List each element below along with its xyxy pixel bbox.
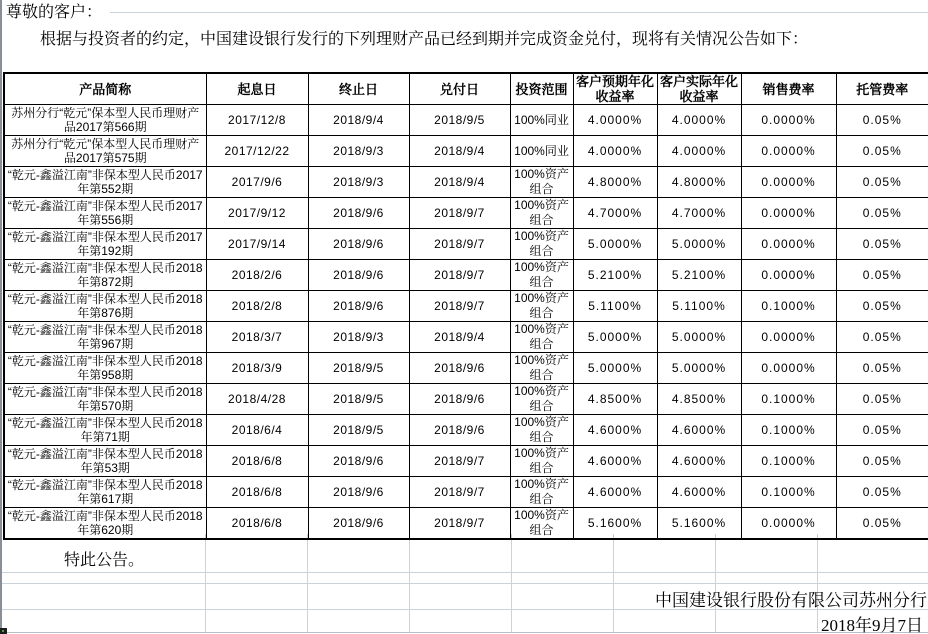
cell-product: “乾元-鑫溢江南”非保本型人民币2018年第967期 bbox=[4, 322, 206, 353]
table-row bbox=[4, 477, 928, 508]
gridline bbox=[205, 534, 206, 632]
cell-actual_rate: 4.7000% bbox=[657, 198, 741, 229]
cell-scope: 100%资产组合 bbox=[510, 229, 573, 260]
cell-actual_rate: 4.6000% bbox=[657, 415, 741, 446]
cell-scope: 100%资产组合 bbox=[510, 446, 573, 477]
table-row bbox=[4, 198, 928, 229]
salutation-line: 尊敬的客户： bbox=[6, 4, 103, 21]
cell-custody_fee: 0.05% bbox=[836, 508, 928, 540]
cell-custody_fee: 0.05% bbox=[836, 198, 928, 229]
cell-value_date: 2017/9/14 bbox=[206, 229, 308, 260]
cell-custody_fee: 0.05% bbox=[836, 229, 928, 260]
cell-custody_fee: 0.05% bbox=[836, 291, 928, 322]
issue-date: 2018年9月7日 bbox=[821, 616, 923, 634]
cell-product: “乾元-鑫溢江南”非保本型人民币2017年第556期 bbox=[4, 198, 206, 229]
gridline bbox=[110, 12, 928, 13]
issuer-signature: 中国建设银行股份有限公司苏州分行 bbox=[655, 591, 927, 610]
cell-custody_fee: 0.05% bbox=[836, 477, 928, 508]
cell-end_date: 2018/9/6 bbox=[308, 198, 409, 229]
cell-end_date: 2018/9/6 bbox=[308, 229, 409, 260]
cell-expected_rate: 4.8500% bbox=[573, 384, 657, 415]
cell-custody_fee: 0.05% bbox=[836, 105, 928, 136]
table-row bbox=[4, 291, 928, 322]
table-row bbox=[4, 415, 928, 446]
cell-expected_rate: 5.0000% bbox=[573, 229, 657, 260]
cell-payment_date: 2018/9/4 bbox=[409, 136, 510, 167]
column-header-sales_fee: 销售费率 bbox=[741, 73, 836, 105]
table-row bbox=[4, 105, 928, 136]
cell-end_date: 2018/9/6 bbox=[308, 477, 409, 508]
intro-paragraph: 根据与投资者的约定，中国建设银行发行的下列理财产品已经到期并完成资金兑付，现将有关情况公告如下： bbox=[40, 31, 809, 48]
cell-product: “乾元-鑫溢江南”非保本型人民币2018年第958期 bbox=[4, 353, 206, 384]
cell-end_date: 2018/9/5 bbox=[308, 353, 409, 384]
cell-sales_fee: 0.1000% bbox=[741, 384, 836, 415]
gridline bbox=[2, 583, 928, 584]
cell-value_date: 2018/2/8 bbox=[206, 291, 308, 322]
cell-expected_rate: 5.1100% bbox=[573, 291, 657, 322]
cell-sales_fee: 0.1000% bbox=[741, 446, 836, 477]
cell-sales_fee: 0.1000% bbox=[741, 291, 836, 322]
cell-expected_rate: 4.7000% bbox=[573, 198, 657, 229]
cell-sales_fee: 0.1000% bbox=[741, 477, 836, 508]
cell-sales_fee: 0.0000% bbox=[741, 508, 836, 540]
cell-payment_date: 2018/9/4 bbox=[409, 167, 510, 198]
gridline bbox=[817, 534, 818, 632]
cell-end_date: 2018/9/6 bbox=[308, 508, 409, 540]
cell-payment_date: 2018/9/7 bbox=[409, 198, 510, 229]
gridline bbox=[409, 534, 410, 632]
column-header-actual_rate: 客户实际年化收益率 bbox=[657, 73, 741, 105]
cell-value_date: 2017/9/6 bbox=[206, 167, 308, 198]
cell-actual_rate: 5.0000% bbox=[657, 229, 741, 260]
cell-scope: 100%资产组合 bbox=[510, 167, 573, 198]
cell-end_date: 2018/9/5 bbox=[308, 384, 409, 415]
table-row bbox=[4, 167, 928, 198]
cell-expected_rate: 4.8000% bbox=[573, 167, 657, 198]
column-header-custody_fee: 托管费率 bbox=[836, 73, 928, 105]
column-header-payment_date: 兑付日 bbox=[409, 73, 510, 105]
cell-value_date: 2018/6/8 bbox=[206, 477, 308, 508]
cell-product: “乾元-鑫溢江南”非保本型人民币2018年第570期 bbox=[4, 384, 206, 415]
cell-payment_date: 2018/9/7 bbox=[409, 508, 510, 540]
cell-product: “乾元-鑫溢江南”非保本型人民币2017年第192期 bbox=[4, 229, 206, 260]
cell-value_date: 2018/2/6 bbox=[206, 260, 308, 291]
cell-actual_rate: 5.0000% bbox=[657, 353, 741, 384]
cell-scope: 100%资产组合 bbox=[510, 322, 573, 353]
cell-sales_fee: 0.0000% bbox=[741, 167, 836, 198]
cell-product: “乾元-鑫溢江南”非保本型人民币2018年第876期 bbox=[4, 291, 206, 322]
cell-end_date: 2018/9/6 bbox=[308, 291, 409, 322]
cell-value_date: 2018/3/7 bbox=[206, 322, 308, 353]
column-header-scope: 投资范围 bbox=[510, 73, 573, 105]
cell-value_date: 2018/6/4 bbox=[206, 415, 308, 446]
cell-scope: 100%资产组合 bbox=[510, 260, 573, 291]
cell-scope: 100%资产组合 bbox=[510, 508, 573, 540]
cell-actual_rate: 4.6000% bbox=[657, 446, 741, 477]
cell-expected_rate: 4.0000% bbox=[573, 105, 657, 136]
cell-product: “乾元-鑫溢江南”非保本型人民币2018年第53期 bbox=[4, 446, 206, 477]
cell-actual_rate: 4.0000% bbox=[657, 105, 741, 136]
cell-sales_fee: 0.0000% bbox=[741, 353, 836, 384]
table-row bbox=[4, 353, 928, 384]
cell-scope: 100%资产组合 bbox=[510, 384, 573, 415]
cell-payment_date: 2018/9/7 bbox=[409, 291, 510, 322]
gridline bbox=[511, 534, 512, 632]
cell-custody_fee: 0.05% bbox=[836, 260, 928, 291]
cell-product: 苏州分行“乾元”保本型人民币理财产品2017第575期 bbox=[4, 136, 206, 167]
cell-sales_fee: 0.0000% bbox=[741, 260, 836, 291]
cell-sales_fee: 0.1000% bbox=[741, 415, 836, 446]
table-row bbox=[4, 508, 928, 540]
cell-product: “乾元-鑫溢江南”非保本型人民币2018年第71期 bbox=[4, 415, 206, 446]
cell-value_date: 2017/9/12 bbox=[206, 198, 308, 229]
cell-expected_rate: 4.6000% bbox=[573, 415, 657, 446]
cell-scope: 100%资产组合 bbox=[510, 198, 573, 229]
cell-actual_rate: 5.1600% bbox=[657, 508, 741, 540]
cell-sales_fee: 0.0000% bbox=[741, 105, 836, 136]
cell-scope: 100%同业 bbox=[510, 105, 573, 136]
cell-value_date: 2018/3/9 bbox=[206, 353, 308, 384]
cell-scope: 100%资产组合 bbox=[510, 353, 573, 384]
cell-scope: 100%资产组合 bbox=[510, 477, 573, 508]
cell-payment_date: 2018/9/7 bbox=[409, 260, 510, 291]
cell-expected_rate: 4.6000% bbox=[573, 477, 657, 508]
cell-sales_fee: 0.0000% bbox=[741, 229, 836, 260]
cell-custody_fee: 0.05% bbox=[836, 136, 928, 167]
cell-payment_date: 2018/9/7 bbox=[409, 229, 510, 260]
cell-expected_rate: 4.0000% bbox=[573, 136, 657, 167]
sheet-left-edge bbox=[0, 0, 2, 634]
table-row bbox=[4, 446, 928, 477]
cell-end_date: 2018/9/3 bbox=[308, 136, 409, 167]
cell-custody_fee: 0.05% bbox=[836, 353, 928, 384]
cell-payment_date: 2018/9/7 bbox=[409, 446, 510, 477]
cell-expected_rate: 5.0000% bbox=[573, 322, 657, 353]
cell-payment_date: 2018/9/6 bbox=[409, 353, 510, 384]
gridline bbox=[2, 632, 928, 633]
cell-payment_date: 2018/9/7 bbox=[409, 477, 510, 508]
table-row bbox=[4, 322, 928, 353]
products-table bbox=[3, 72, 928, 540]
cell-custody_fee: 0.05% bbox=[836, 415, 928, 446]
cell-value_date: 2017/12/8 bbox=[206, 105, 308, 136]
cell-product: “乾元-鑫溢江南”非保本型人民币2017年第552期 bbox=[4, 167, 206, 198]
cell-custody_fee: 0.05% bbox=[836, 322, 928, 353]
cell-scope: 100%资产组合 bbox=[510, 291, 573, 322]
cell-actual_rate: 5.1100% bbox=[657, 291, 741, 322]
cell-payment_date: 2018/9/6 bbox=[409, 384, 510, 415]
table-header-row bbox=[4, 73, 928, 105]
column-header-product: 产品简称 bbox=[4, 73, 206, 105]
cell-value_date: 2018/6/8 bbox=[206, 508, 308, 540]
cell-product: “乾元-鑫溢江南”非保本型人民币2018年第617期 bbox=[4, 477, 206, 508]
cell-actual_rate: 5.0000% bbox=[657, 322, 741, 353]
cell-scope: 100%资产组合 bbox=[510, 415, 573, 446]
closing-line: 特此公告。 bbox=[64, 552, 145, 569]
cell-sales_fee: 0.0000% bbox=[741, 136, 836, 167]
cell-expected_rate: 5.2100% bbox=[573, 260, 657, 291]
table-row bbox=[4, 384, 928, 415]
cell-sales_fee: 0.0000% bbox=[741, 322, 836, 353]
cell-actual_rate: 4.8500% bbox=[657, 384, 741, 415]
bottom-left-corner-mark bbox=[0, 628, 7, 634]
table-row bbox=[4, 229, 928, 260]
cell-payment_date: 2018/9/6 bbox=[409, 415, 510, 446]
gridline bbox=[2, 572, 928, 573]
cell-end_date: 2018/9/5 bbox=[308, 415, 409, 446]
cell-end_date: 2018/9/6 bbox=[308, 260, 409, 291]
cell-expected_rate: 4.6000% bbox=[573, 446, 657, 477]
cell-payment_date: 2018/9/5 bbox=[409, 105, 510, 136]
cell-expected_rate: 5.1600% bbox=[573, 508, 657, 540]
column-header-end_date: 终止日 bbox=[308, 73, 409, 105]
cell-end_date: 2018/9/3 bbox=[308, 167, 409, 198]
cell-value_date: 2017/12/22 bbox=[206, 136, 308, 167]
cell-actual_rate: 4.0000% bbox=[657, 136, 741, 167]
cell-value_date: 2018/6/8 bbox=[206, 446, 308, 477]
table-row bbox=[4, 136, 928, 167]
table-row bbox=[4, 260, 928, 291]
cell-actual_rate: 5.2100% bbox=[657, 260, 741, 291]
cell-product: 苏州分行“乾元”保本型人民币理财产品2017第566期 bbox=[4, 105, 206, 136]
cell-expected_rate: 5.0000% bbox=[573, 353, 657, 384]
column-header-value_date: 起息日 bbox=[206, 73, 308, 105]
cell-value_date: 2018/4/28 bbox=[206, 384, 308, 415]
cell-scope: 100%同业 bbox=[510, 136, 573, 167]
cell-custody_fee: 0.05% bbox=[836, 167, 928, 198]
gridline bbox=[613, 534, 614, 632]
cell-end_date: 2018/9/6 bbox=[308, 446, 409, 477]
table-body bbox=[4, 105, 928, 540]
cell-product: “乾元-鑫溢江南”非保本型人民币2018年第872期 bbox=[4, 260, 206, 291]
gridline bbox=[307, 534, 308, 632]
cell-end_date: 2018/9/4 bbox=[308, 105, 409, 136]
cell-custody_fee: 0.05% bbox=[836, 384, 928, 415]
cell-custody_fee: 0.05% bbox=[836, 446, 928, 477]
cell-actual_rate: 4.8000% bbox=[657, 167, 741, 198]
cell-actual_rate: 4.6000% bbox=[657, 477, 741, 508]
cell-sales_fee: 0.0000% bbox=[741, 198, 836, 229]
cell-product: “乾元-鑫溢江南”非保本型人民币2018年第620期 bbox=[4, 508, 206, 540]
gridline bbox=[715, 534, 716, 632]
cell-payment_date: 2018/9/4 bbox=[409, 322, 510, 353]
cell-end_date: 2018/9/3 bbox=[308, 322, 409, 353]
column-header-expected_rate: 客户预期年化收益率 bbox=[573, 73, 657, 105]
